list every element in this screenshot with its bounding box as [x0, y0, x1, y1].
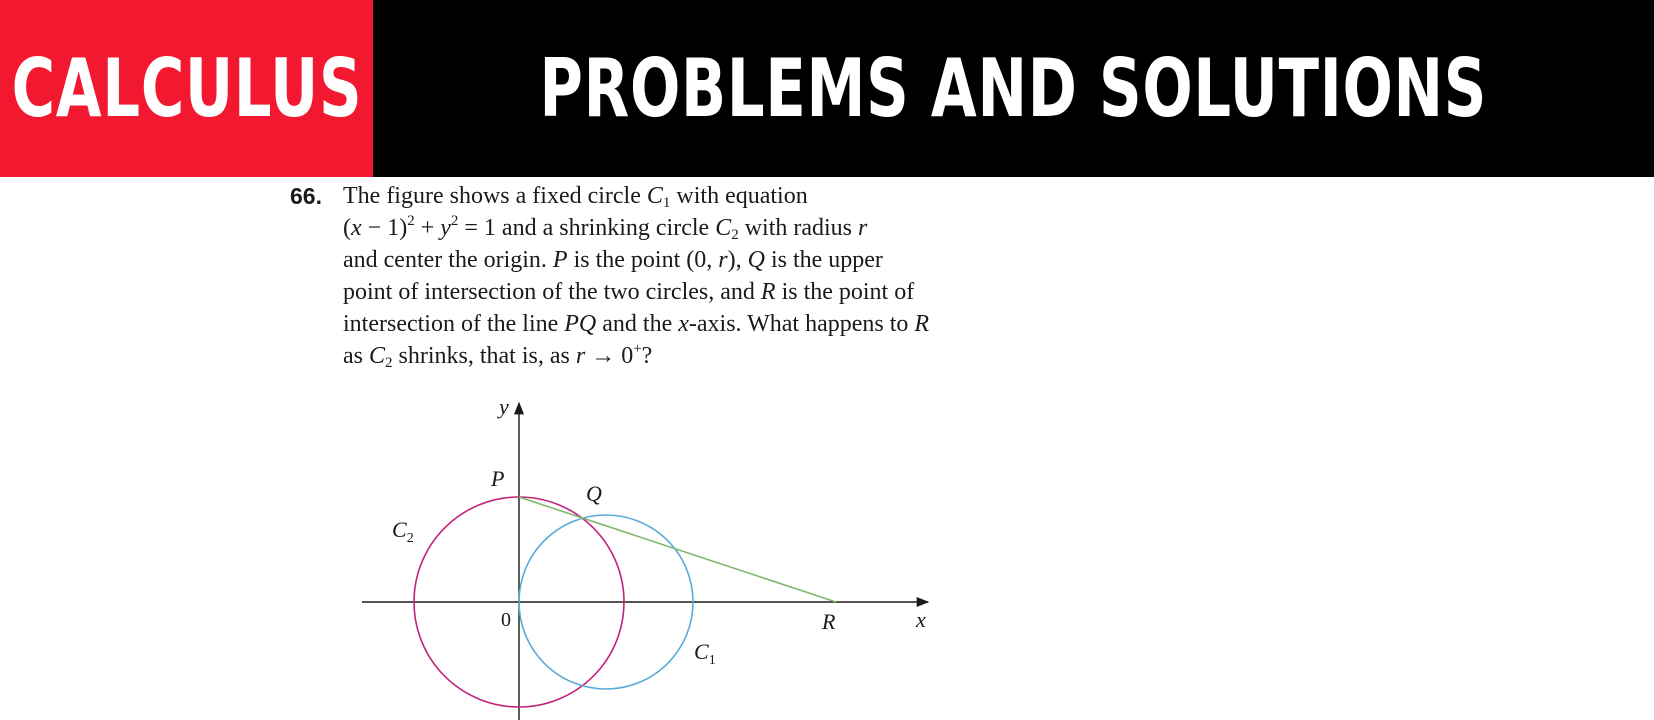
point-q-label: Q — [586, 481, 602, 506]
circle-c2-label: $C_2$ — [392, 517, 414, 546]
point-r-label: R — [822, 609, 836, 634]
banner-calculus-text: CALCULUS — [11, 41, 362, 135]
origin-label: 0 — [501, 609, 511, 631]
point-p-label: P — [491, 466, 505, 491]
circle-c1-label: $C_1$ — [694, 639, 716, 668]
line-pq — [519, 497, 836, 602]
problem-number: 66. — [290, 183, 322, 209]
y-axis-label: y — [499, 394, 509, 419]
x-axis-label: x — [916, 607, 926, 632]
banner-problems-solutions-text: PROBLEMS AND SOLUTIONS — [539, 41, 1488, 135]
